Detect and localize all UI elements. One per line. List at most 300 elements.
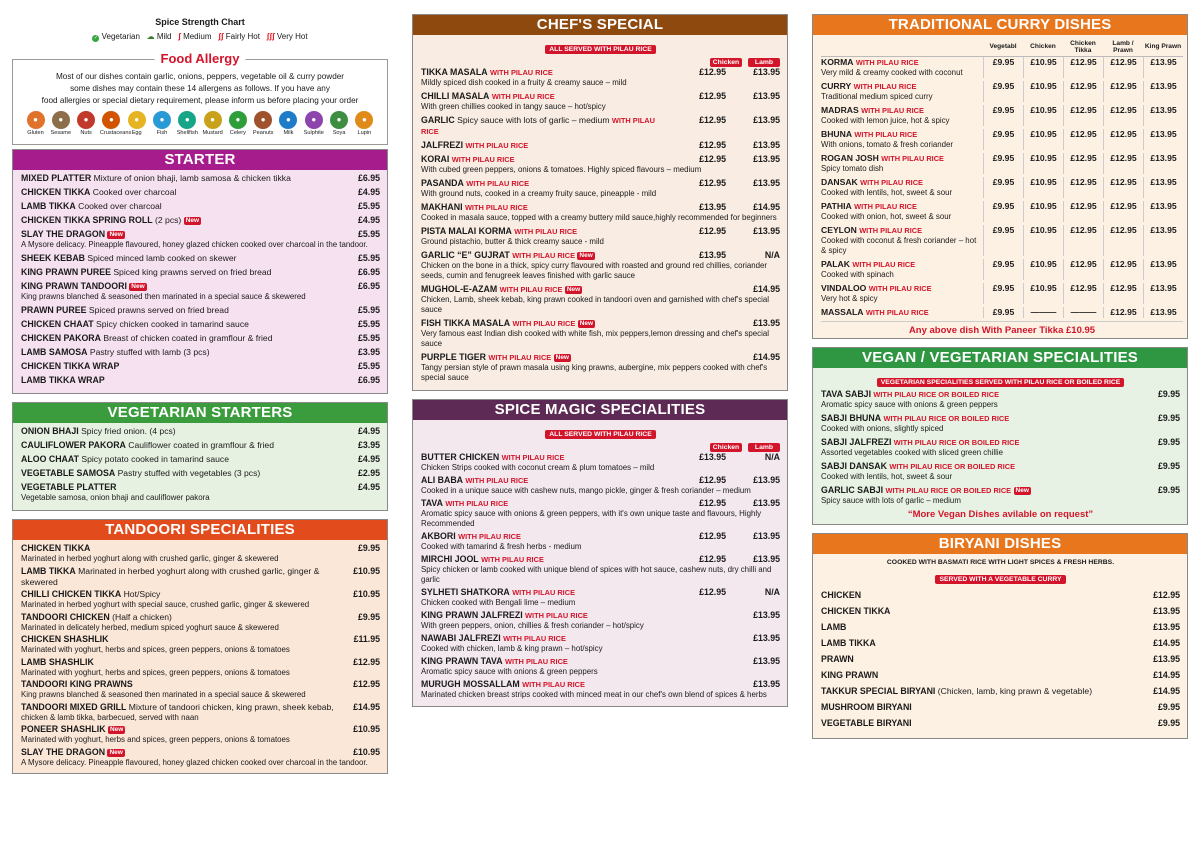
lupin-icon: ● bbox=[355, 111, 373, 129]
pilau-tag: WITH PILAU RICE bbox=[881, 154, 944, 163]
pilau-tag: WITH PILAU RICE bbox=[481, 555, 544, 564]
allergen-label: Sulphite bbox=[303, 130, 324, 136]
menu-item-name: TANDOORI MIXED GRILL bbox=[21, 701, 127, 712]
menu-item-row bbox=[21, 426, 380, 437]
menu-item-name: TANDOORI CHICKEN bbox=[21, 611, 110, 622]
price-chicken: £12.95 bbox=[699, 91, 726, 101]
curry-row bbox=[821, 225, 1183, 256]
curry-price: £12.95 bbox=[1063, 177, 1103, 198]
menu-item-text bbox=[21, 440, 342, 451]
menu-item-row bbox=[21, 634, 380, 645]
curry-price: £9.95 bbox=[983, 81, 1023, 102]
curry-price: £13.95 bbox=[1143, 259, 1183, 280]
new-badge: New bbox=[185, 217, 200, 224]
menu-item bbox=[421, 452, 780, 473]
menu-item-price: £5.95 bbox=[357, 333, 380, 343]
curry-col-header: Vegetabl bbox=[989, 43, 1017, 50]
menu-item-row bbox=[21, 229, 380, 240]
menu-item-row bbox=[21, 267, 380, 278]
menu-item-desc: (2 pcs) bbox=[155, 215, 182, 225]
allergen-label: Shellfish bbox=[176, 130, 198, 136]
menu-item bbox=[21, 589, 380, 610]
pilau-tag: WITH PILAU RICE bbox=[860, 178, 923, 187]
menu-item-name: GARLIC “E” GUJRAT bbox=[421, 250, 510, 260]
menu-item-text bbox=[21, 482, 342, 493]
menu-item-row bbox=[421, 531, 780, 542]
menu-item-text bbox=[21, 319, 342, 330]
shellfish-icon: ● bbox=[178, 111, 196, 129]
curry-row bbox=[821, 129, 1183, 150]
menu-item-name: TAVA bbox=[421, 498, 443, 508]
menu-item-row bbox=[421, 587, 780, 598]
menu-item-row bbox=[821, 461, 1180, 472]
menu-item-name: TANDOORI KING PRAWNS bbox=[21, 679, 133, 689]
curry-price: £12.95 bbox=[1103, 225, 1143, 256]
menu-item-text bbox=[821, 718, 1142, 729]
pilau-tag: WITH PILAU RICE bbox=[852, 260, 916, 269]
curry-row bbox=[821, 57, 1183, 78]
menu-item-price: £3.95 bbox=[357, 347, 380, 357]
menu-item-price: £5.95 bbox=[357, 305, 380, 315]
pilau-tag: WITH PILAU RICE bbox=[464, 203, 528, 212]
menu-item-row bbox=[821, 485, 1180, 496]
menu-item bbox=[21, 634, 380, 655]
menu-item-row bbox=[21, 468, 380, 479]
crustaceans-icon: ● bbox=[102, 111, 120, 129]
menu-item-row bbox=[21, 281, 380, 292]
menu-item-desc: (Chicken, lamb, king prawn & vegetable) bbox=[937, 686, 1093, 696]
menu-item-name: KING PRAWN PUREE bbox=[21, 267, 111, 277]
menu-item-name: NAWABI JALFREZI bbox=[421, 633, 501, 643]
medium-chilli-icon: ʃ bbox=[178, 32, 181, 41]
allergen-item bbox=[277, 111, 300, 136]
menu-item-row bbox=[21, 347, 380, 358]
section-title: STARTER bbox=[13, 150, 387, 170]
legend-mild: Mild bbox=[156, 32, 172, 41]
menu-item-desc: Mixture of tandoori chicken, king prawn, sheek kebab, bbox=[128, 701, 334, 712]
menu-item bbox=[21, 173, 380, 184]
menu-item-subdesc: Assorted vegetables cooked with sliced green chillie bbox=[821, 448, 1004, 457]
allergen-item bbox=[226, 111, 249, 136]
menu-item-text bbox=[421, 633, 672, 644]
allergen-item bbox=[353, 111, 376, 136]
biryani-row bbox=[821, 622, 1180, 633]
curry-name-cell bbox=[821, 201, 983, 222]
menu-item-subdesc: chicken & lamb tikka, barbecued, served with naan bbox=[21, 712, 199, 722]
menu-item-subdesc: Vegetable samosa, onion bhaji and cauliflower pakora bbox=[21, 493, 210, 502]
menu-item-subdesc: Cooked in masala sauce, topped with a creamy buttery mild sauce,highly recommended for beginners bbox=[421, 213, 777, 222]
allergen-label: Soya bbox=[332, 130, 346, 136]
menu-item-price: £11.95 bbox=[353, 634, 380, 644]
curry-price: £13.95 bbox=[1143, 225, 1183, 256]
price-chicken: £12.95 bbox=[699, 475, 726, 485]
spice-magic-section bbox=[412, 399, 788, 707]
menu-item-desc: Cooked over charcoal bbox=[78, 201, 162, 211]
menu-item bbox=[21, 201, 380, 212]
menu-item-price: £10.95 bbox=[353, 746, 380, 757]
menu-item bbox=[421, 531, 780, 552]
allergen-label: Mustard bbox=[202, 130, 223, 136]
curry-price: £12.95 bbox=[1063, 283, 1103, 304]
price-lamb: £13.95 bbox=[753, 318, 780, 328]
curry-price: £10.95 bbox=[1023, 81, 1063, 102]
biryani-row bbox=[821, 686, 1180, 697]
curry-price: £12.95 bbox=[1103, 283, 1143, 304]
sesame-icon: ● bbox=[52, 111, 70, 129]
menu-item-text bbox=[421, 154, 672, 165]
section-title: SPICE MAGIC SPECIALITIES bbox=[413, 400, 787, 420]
menu-item-price: £9.95 bbox=[1157, 437, 1180, 447]
menu-item-subdesc: With green peppers, onion, chillies & fresh coriander – hot/spicy bbox=[421, 621, 644, 630]
menu-item-row bbox=[421, 318, 780, 329]
menu-item-subdesc: A Mysore delicacy. Pineapple flavoured, honey glazed chicken cooked over charcoal in the tandoor. bbox=[21, 757, 368, 767]
curry-name-cell bbox=[821, 259, 983, 280]
vegetarian-starters-section bbox=[12, 402, 388, 511]
menu-item-name: CHICKEN TIKKA bbox=[821, 606, 891, 616]
menu-item-name: LAMB TIKKA bbox=[21, 565, 76, 576]
pilau-tag: WITH PILAU RICE bbox=[868, 284, 932, 293]
menu-item-price: £5.95 bbox=[357, 319, 380, 329]
section-note bbox=[421, 423, 780, 441]
section-body bbox=[813, 35, 1187, 338]
menu-item-text bbox=[21, 612, 342, 623]
menu-item-text bbox=[421, 587, 672, 598]
menu-item-subdesc: Chicken, Lamb, sheek kebab, king prawn cooked in tandoori oven and garnished with chef's special sauce bbox=[421, 295, 770, 314]
price-lamb: £13.95 bbox=[753, 91, 780, 101]
food-allergy-box bbox=[12, 51, 388, 145]
menu-item-desc: Spiced prawns served on fried bread bbox=[88, 305, 229, 315]
menu-item-desc: Mixture of onion bhaji, lamb samosa & chicken tikka bbox=[93, 173, 291, 183]
menu-item-name: BUTTER CHICKEN bbox=[421, 452, 500, 462]
allergen-label: Gluten bbox=[27, 130, 44, 136]
vegan-section bbox=[812, 347, 1188, 525]
biryani-row bbox=[821, 718, 1180, 729]
menu-item-row bbox=[421, 250, 780, 261]
menu-item-subdesc: Aromatic spicy sauce with onions & green peppers bbox=[421, 667, 598, 676]
allergen-label: Peanuts bbox=[252, 130, 274, 136]
curry-desc: Cooked with lemon juice, hot & spicy bbox=[821, 116, 950, 125]
pilau-tag: WITH PILAU RICE bbox=[445, 499, 509, 508]
menu-item-subdesc: Cooked in a unique sauce with cashew nuts, mango pickle, ginger & fresh coriander – medium bbox=[421, 486, 751, 495]
menu-item-desc: Cooked over charcoal bbox=[92, 187, 177, 197]
allergen-item bbox=[302, 111, 325, 136]
menu-item-name: LAMB TIKKA bbox=[821, 638, 876, 648]
menu-item bbox=[21, 657, 380, 678]
menu-item-price: £6.95 bbox=[357, 375, 380, 385]
new-badge: New bbox=[579, 320, 594, 327]
menu-item-name: LAMB TIKKA bbox=[21, 201, 76, 211]
menu-item-name: PISTA MALAI KORMA bbox=[421, 226, 512, 236]
price-col-chicken: Chicken bbox=[710, 443, 742, 452]
menu-item-text bbox=[421, 284, 672, 295]
menu-item-price: £4.95 bbox=[357, 482, 380, 492]
curry-price: £9.95 bbox=[983, 259, 1023, 280]
menu-item-text bbox=[821, 702, 1142, 713]
curry-name-line bbox=[821, 105, 983, 116]
menu-item-text bbox=[21, 702, 342, 713]
celery-icon: ● bbox=[229, 111, 247, 129]
menu-item-price: £14.95 bbox=[1153, 686, 1180, 696]
price-col-lamb: Lamb bbox=[748, 58, 780, 67]
menu-item-name: SABJI BHUNA bbox=[821, 413, 882, 423]
curry-price: ——— bbox=[1023, 307, 1063, 318]
pilau-tag: WITH PILAU RICE bbox=[854, 130, 918, 139]
menu-item-row bbox=[21, 305, 380, 316]
curry-price: £9.95 bbox=[983, 201, 1023, 222]
menu-item-row bbox=[821, 437, 1180, 448]
menu-item-name: CHICKEN TIKKA SPRING ROLL bbox=[21, 215, 153, 225]
menu-item-subdesc: Marinated in herbed yoghurt along with crushed garlic, ginger & skewered bbox=[21, 554, 279, 563]
menu-item bbox=[21, 305, 380, 316]
pilau-tag: WITH PILAU RICE bbox=[499, 285, 563, 294]
curry-row bbox=[821, 177, 1183, 198]
section-body bbox=[813, 368, 1187, 524]
menu-item-name: MIXED PLATTER bbox=[21, 173, 92, 183]
menu-item bbox=[421, 587, 780, 608]
price-lamb: £13.95 bbox=[753, 226, 780, 236]
menu-item-price: £6.95 bbox=[357, 281, 380, 291]
curry-row bbox=[821, 283, 1183, 304]
menu-item-subdesc: With cubed green peppers, onions & tomatoes. Highly spiced flavours – medium bbox=[421, 165, 702, 174]
biryani-note2 bbox=[821, 568, 1180, 586]
spice-legend bbox=[12, 32, 388, 42]
curry-desc: Cooked with onion, hot, sweet & sour bbox=[821, 212, 952, 221]
menu-item-price: £5.95 bbox=[357, 229, 380, 239]
menu-item-name: CHICKEN SHASHLIK bbox=[21, 634, 109, 644]
menu-item-name: CHILLI CHICKEN TIKKA bbox=[21, 589, 122, 599]
menu-item-name: JALFREZI bbox=[421, 140, 464, 150]
price-chicken: £12.95 bbox=[699, 531, 726, 541]
menu-item bbox=[421, 115, 780, 137]
price-col-chicken: Chicken bbox=[710, 58, 742, 67]
menu-item-subdesc: Marinated chicken breast strips cooked with minced meat in our chef's own blend of spices & herbs bbox=[421, 690, 767, 699]
food-allergy-text bbox=[13, 71, 387, 107]
menu-item-name: CHICKEN TIKKA bbox=[21, 187, 91, 197]
menu-item-subdesc: Marinated with yoghurt, herbs and spices, green peppers, onions & tomatoes bbox=[21, 667, 290, 677]
curry-price: £12.95 bbox=[1063, 225, 1103, 256]
menu-item-price: £14.95 bbox=[1153, 670, 1180, 680]
price-chicken: £12.95 bbox=[699, 140, 726, 150]
menu-item-text bbox=[421, 352, 672, 363]
column-right bbox=[812, 14, 1188, 747]
curry-col-header: King Prawn bbox=[1144, 43, 1182, 50]
menu-item-name: LAMB bbox=[821, 622, 847, 632]
curry-price: £10.95 bbox=[1023, 283, 1063, 304]
menu-item bbox=[821, 461, 1180, 482]
curry-name-cell bbox=[821, 177, 983, 198]
menu-item-name: KING PRAWN JALFREZI bbox=[421, 610, 523, 620]
curry-price: £12.95 bbox=[1063, 201, 1103, 222]
menu-item-text bbox=[21, 215, 342, 226]
menu-item-name: CHICKEN TIKKA WRAP bbox=[21, 361, 120, 371]
rice-tag: WITH PILAU RICE OR BOILED RICE bbox=[885, 486, 1012, 495]
menu-item-name: MIRCHI JOOL bbox=[421, 554, 479, 564]
menu-item-desc: Spiced king prawns served on fried bread bbox=[113, 267, 272, 277]
mild-icon: ☁ bbox=[146, 32, 155, 41]
menu-item-desc: Pastry stuffed with lamb (3 pcs) bbox=[89, 347, 210, 357]
menu-item-name: MAKHANI bbox=[421, 202, 463, 212]
curry-desc: Cooked with lentils, hot, sweet & sour bbox=[821, 188, 953, 197]
menu-item-text bbox=[421, 656, 672, 667]
egg-icon: ● bbox=[128, 111, 146, 129]
menu-item bbox=[421, 554, 780, 585]
pilau-tag: WITH PILAU RICE bbox=[458, 532, 521, 541]
note-pill: ALL SERVED WITH PILAU RICE bbox=[545, 430, 655, 439]
section-title: CHEF'S SPECIAL bbox=[413, 15, 787, 35]
note-pill: SERVED WITH A VEGETABLE CURRY bbox=[935, 575, 1065, 584]
menu-item-row bbox=[21, 589, 380, 600]
menu-item-row bbox=[21, 612, 380, 623]
menu-item-subdesc: Aromatic spicy sauce with onions & green peppers bbox=[821, 400, 998, 409]
allergen-item bbox=[75, 111, 98, 136]
menu-item-subdesc: Spicy sauce with lots of garlic – medium bbox=[821, 496, 961, 505]
menu-item bbox=[421, 250, 780, 281]
menu-item-price: £10.95 bbox=[353, 589, 380, 599]
curry-desc: Cooked with coconut & fresh coriander – hot & spicy bbox=[821, 236, 977, 255]
menu-item-name: AKBORI bbox=[421, 531, 456, 541]
menu-item-desc: Spiced minced lamb cooked on skewer bbox=[87, 253, 237, 263]
allergen-label: Milk bbox=[283, 130, 294, 136]
price-lamb: N/A bbox=[764, 250, 780, 260]
menu-item-price: £9.95 bbox=[1157, 485, 1180, 495]
menu-item-text bbox=[421, 115, 672, 137]
curry-name-line bbox=[821, 307, 983, 318]
menu-item bbox=[421, 352, 780, 383]
curry-price: £12.95 bbox=[1103, 307, 1143, 318]
menu-item-name: SABJI DANSAK bbox=[821, 461, 887, 471]
new-badge: New bbox=[579, 252, 593, 259]
new-badge: New bbox=[566, 286, 581, 293]
tandoori-section bbox=[12, 519, 388, 774]
menu-item-name: SLAY THE DRAGON bbox=[21, 229, 106, 239]
menu-item-text bbox=[21, 747, 342, 758]
curry-col-header: Chicken bbox=[1030, 43, 1056, 50]
pilau-tag: WITH PILAU RICE bbox=[501, 453, 565, 462]
pilau-tag: WITH PILAU RICE bbox=[861, 106, 924, 115]
curry-name: PALAK bbox=[821, 259, 850, 269]
menu-item-name: TIKKA MASALA bbox=[421, 67, 488, 77]
curry-name: VINDALOO bbox=[821, 283, 867, 293]
curry-price: £10.95 bbox=[1023, 177, 1063, 198]
menu-item-row bbox=[21, 482, 380, 493]
curry-name: MASSALA bbox=[821, 307, 864, 317]
menu-item-name: GARLIC SABJI bbox=[821, 485, 884, 495]
menu-item-text bbox=[821, 686, 1142, 697]
menu-item-row bbox=[21, 215, 380, 226]
menu-item bbox=[821, 413, 1180, 434]
menu-item-name: GARLIC bbox=[421, 115, 455, 125]
menu-item bbox=[421, 656, 780, 677]
menu-item-text bbox=[21, 657, 342, 668]
mustard-icon: ● bbox=[204, 111, 222, 129]
menu-item-subdesc: Chicken cooked with Bengali lime – medium bbox=[421, 598, 576, 607]
menu-item bbox=[421, 140, 780, 151]
spice-chart-title: Spice Strength Chart bbox=[155, 17, 245, 27]
price-lamb: £13.95 bbox=[753, 178, 780, 188]
menu-item-text bbox=[21, 281, 342, 292]
menu-item-text bbox=[21, 426, 342, 437]
curry-row bbox=[821, 259, 1183, 280]
menu-item-price: £10.95 bbox=[353, 565, 380, 576]
pilau-tag: WITH PILAU RICE bbox=[525, 611, 588, 620]
menu-item-price: £10.95 bbox=[353, 724, 380, 734]
curry-price: £13.95 bbox=[1143, 81, 1183, 102]
biryani-row bbox=[821, 702, 1180, 713]
curry-row bbox=[821, 153, 1183, 174]
menu-item bbox=[821, 389, 1180, 410]
menu-item-name: KING PRAWN TAVA bbox=[421, 656, 503, 666]
menu-item-name: SABJI JALFREZI bbox=[821, 437, 892, 447]
allergen-label: Fish bbox=[156, 130, 168, 136]
menu-item-price: £4.95 bbox=[357, 454, 380, 464]
menu-item-text bbox=[21, 724, 342, 735]
menu-item-subdesc: Cooked with lentils, hot, sweet & sour bbox=[821, 472, 953, 481]
menu-item-subdesc: Marinated in herbed yoghurt with special sauce, crushed garlic, ginger & skewered bbox=[21, 600, 310, 609]
menu-item-text bbox=[421, 475, 672, 486]
allergen-label: Celery bbox=[229, 130, 246, 136]
menu-item-text bbox=[821, 670, 1142, 681]
pilau-tag: WITH PILAU RICE bbox=[522, 680, 585, 689]
menu-item-text bbox=[21, 333, 342, 344]
menu-item bbox=[21, 454, 380, 465]
section-body bbox=[13, 423, 387, 510]
menu-item-name: KING PRAWN TANDOORI bbox=[21, 281, 127, 291]
section-title: VEGETARIAN STARTERS bbox=[13, 403, 387, 423]
menu-item-name: TAKKUR SPECIAL BIRYANI bbox=[821, 686, 936, 696]
menu-item bbox=[421, 318, 780, 349]
curry-price: £10.95 bbox=[1023, 105, 1063, 126]
menu-item-subdesc: Aromatic spicy sauce with onions & green peppers, with it's own unique taste and flavours, Highly Recommended bbox=[421, 509, 762, 528]
curry-price: £12.95 bbox=[1063, 129, 1103, 150]
menu-item-name: FISH TIKKA MASALA bbox=[421, 318, 511, 328]
menu-item bbox=[21, 215, 380, 226]
biryani-row bbox=[821, 638, 1180, 649]
price-lamb: £13.95 bbox=[753, 610, 780, 620]
curry-name-cell bbox=[821, 225, 983, 256]
menu-item-text bbox=[21, 454, 342, 465]
menu-item-text bbox=[421, 610, 672, 621]
menu-item-row bbox=[821, 389, 1180, 400]
menu-item-desc: Pastry stuffed with vegetables (3 pcs) bbox=[117, 468, 261, 478]
menu-item-row bbox=[421, 656, 780, 667]
curry-price: £10.95 bbox=[1023, 129, 1063, 150]
allergen-label: Crustaceans bbox=[99, 130, 132, 136]
curry-price-headers bbox=[821, 37, 1183, 57]
menu-item-text bbox=[21, 543, 342, 554]
menu-item-row bbox=[421, 91, 780, 102]
menu-item-text bbox=[821, 461, 1142, 472]
menu-item-text bbox=[21, 468, 342, 479]
menu-item-row bbox=[21, 375, 380, 386]
curry-price: £12.95 bbox=[1103, 129, 1143, 150]
allergen-label: Lupin bbox=[357, 130, 372, 136]
section-note bbox=[421, 38, 780, 56]
menu-item-subdesc: Cooked with tamarind & fresh herbs - medium bbox=[421, 542, 582, 551]
price-chicken: £12.95 bbox=[699, 115, 726, 125]
price-lamb: £13.95 bbox=[753, 531, 780, 541]
menu-item-price: £4.95 bbox=[357, 426, 380, 436]
price-chicken: £12.95 bbox=[699, 178, 726, 188]
price-lamb: £14.95 bbox=[753, 284, 780, 294]
menu-item-name: CAULIFLOWER PAKORA bbox=[21, 440, 126, 450]
rice-tag: WITH PILAU RICE OR BOILED RICE bbox=[893, 438, 1020, 447]
menu-item-price: £4.95 bbox=[357, 215, 380, 225]
curry-footer: Any above dish With Paneer Tikka £10.95 bbox=[821, 321, 1183, 336]
menu-item-row bbox=[21, 543, 380, 554]
curry-price: £9.95 bbox=[983, 105, 1023, 126]
curry-price: £12.95 bbox=[1103, 201, 1143, 222]
curry-name-line bbox=[821, 153, 983, 164]
